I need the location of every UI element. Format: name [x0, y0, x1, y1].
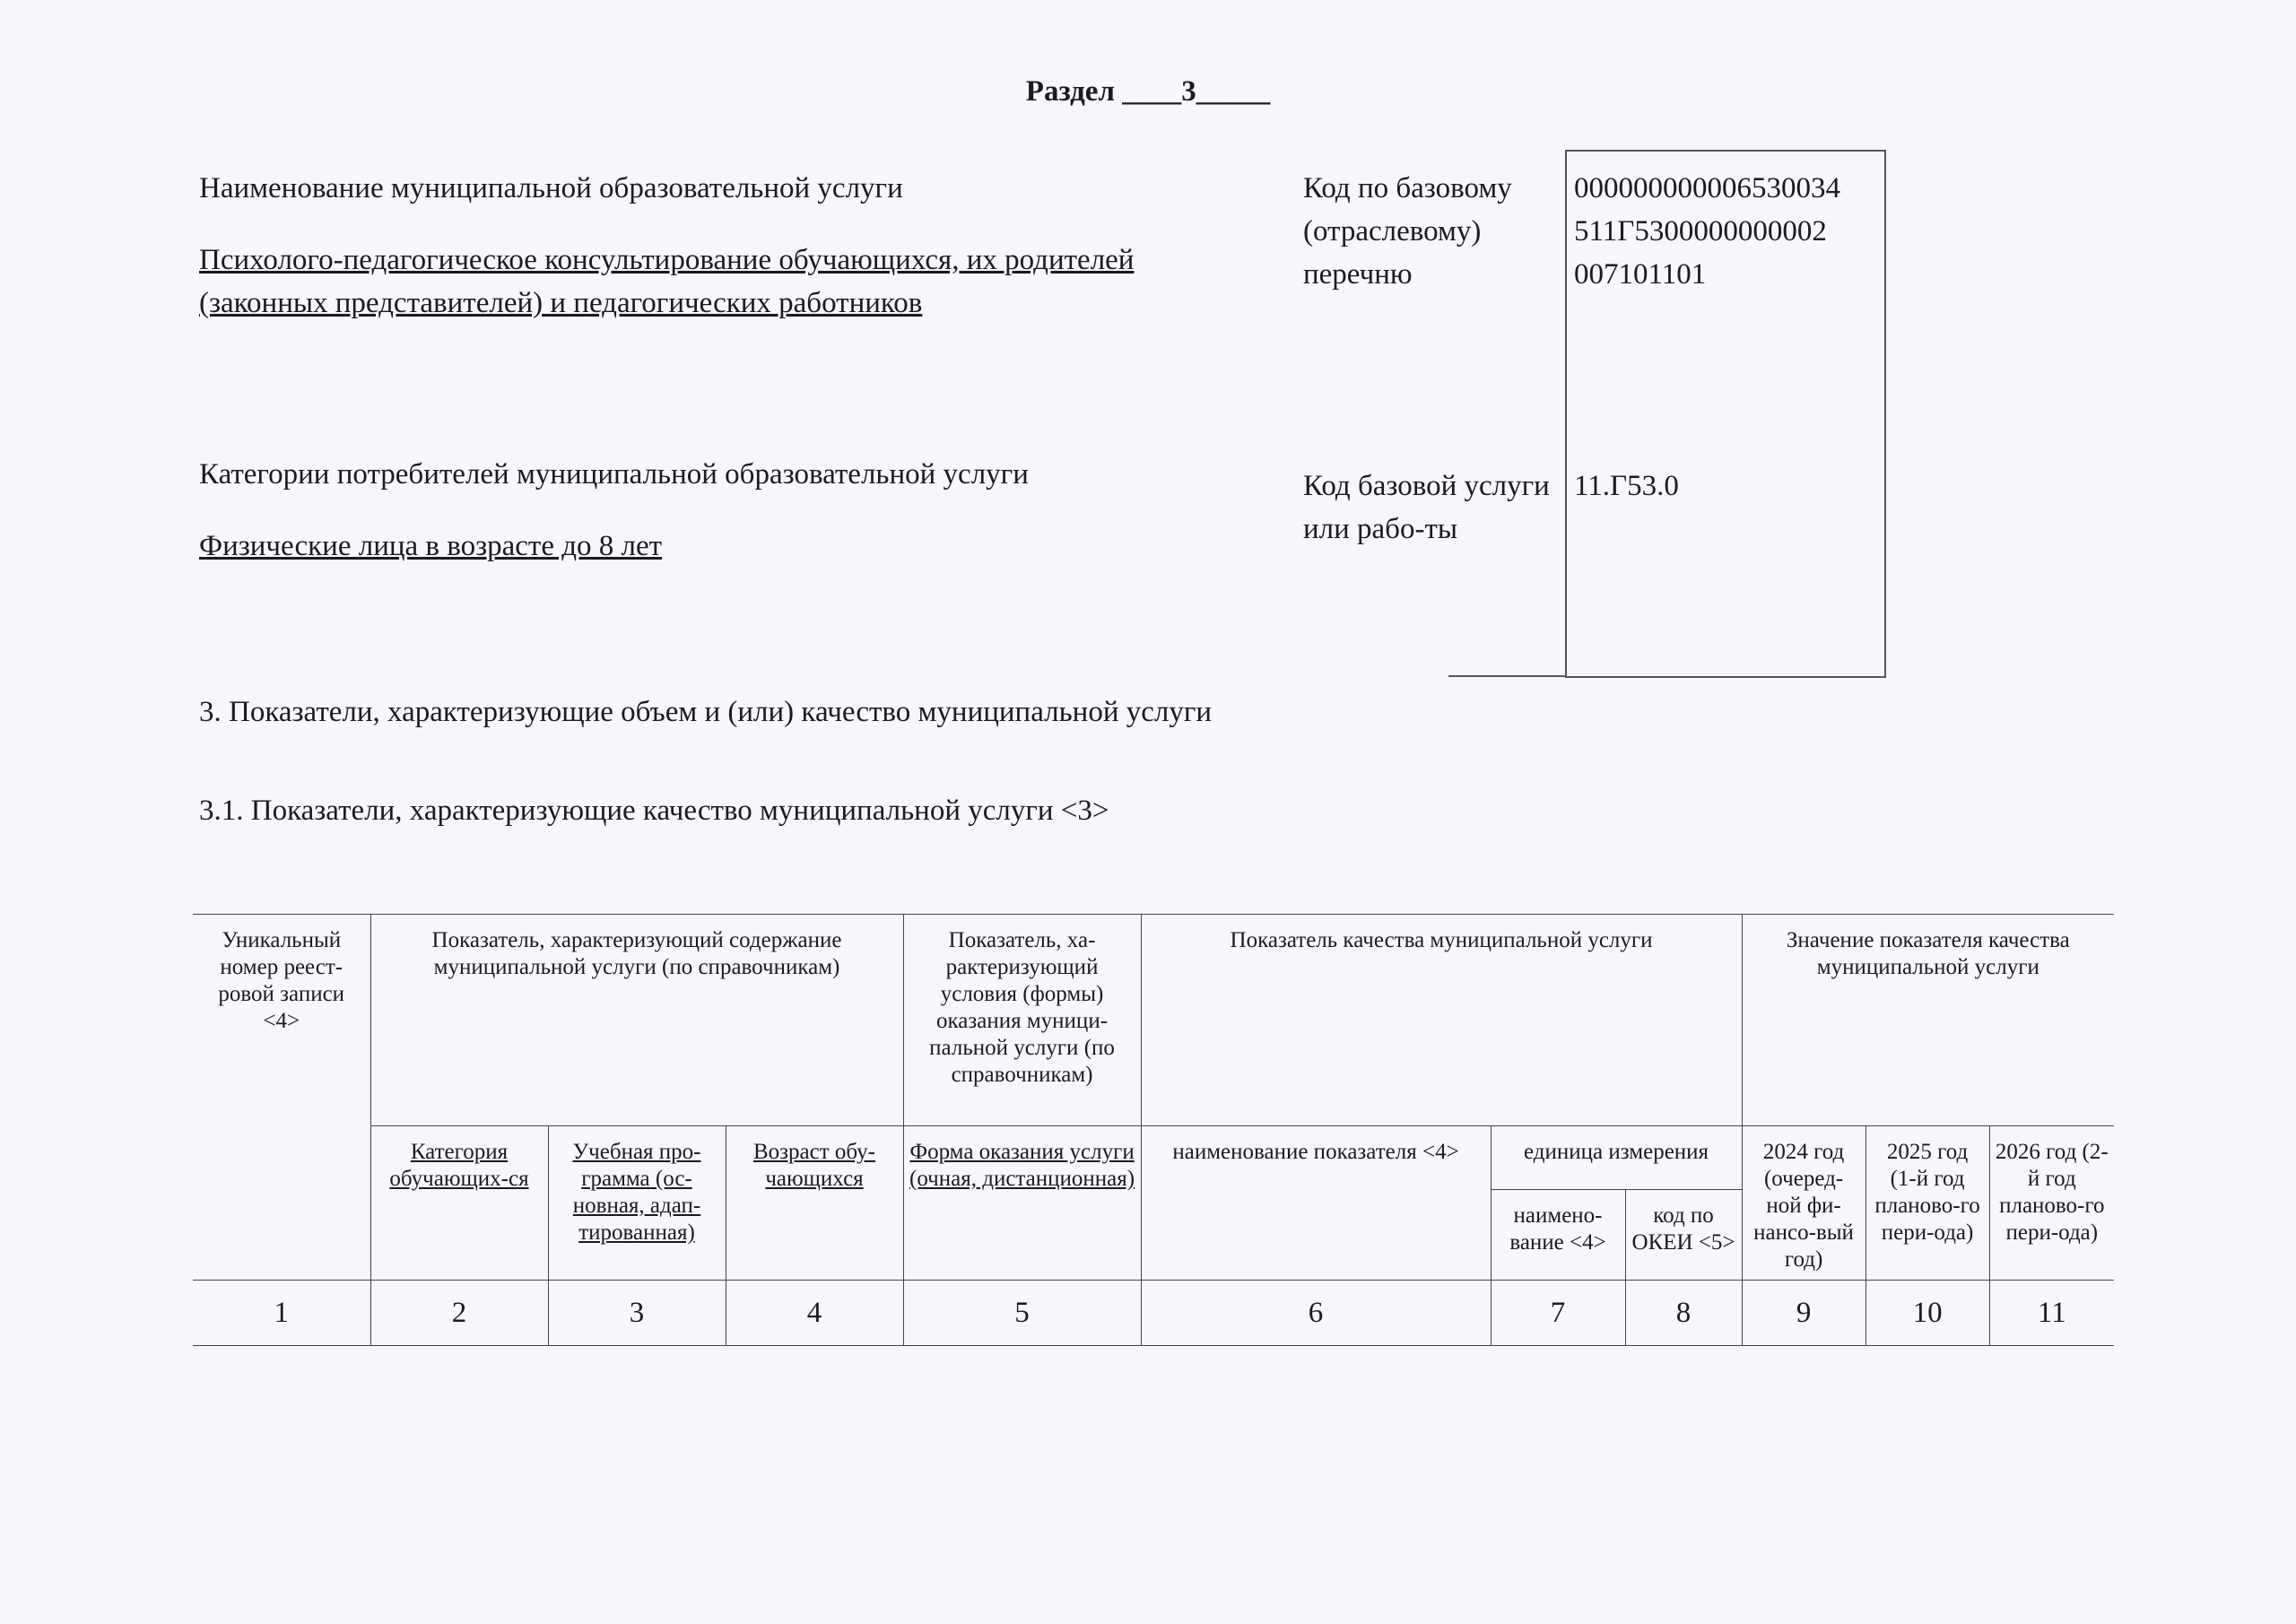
- consumer-category-label: Категории потребителей муниципальной образовательной услуги: [199, 458, 1029, 491]
- base-list-code-value: [1574, 167, 1879, 296]
- header-student-category: Категория обучающих-ся: [370, 1126, 548, 1281]
- column-number: 6: [1141, 1281, 1491, 1346]
- column-number: 11: [1989, 1281, 2114, 1346]
- header-service-form: Форма оказания услуги (очная, дистанционная): [903, 1126, 1141, 1281]
- header-content-indicator: Показатель, характеризующий содержание муниципальной услуги (по справочникам): [370, 915, 903, 1126]
- base-list-code-label: Код по базовому (отраслевому) перечню: [1303, 172, 1512, 291]
- header-student-age: Возраст обу-чающихся: [726, 1126, 903, 1281]
- header-quality-indicator: Показатель качества муниципальной услуги: [1141, 915, 1742, 1126]
- service-name-line2: (законных представителей) и педагогических работников: [199, 287, 923, 319]
- header-year-2026: 2026 год (2-й год планово-го пери-ода): [1989, 1126, 2114, 1281]
- header-study-program: Учебная про-грамма (ос-новная, адап-тированная): [548, 1126, 726, 1281]
- column-number: 2: [370, 1281, 548, 1346]
- column-number: 10: [1866, 1281, 1989, 1346]
- base-list-code-line1: 000000000006530034: [1574, 172, 1840, 204]
- column-number: 3: [548, 1281, 726, 1346]
- header-year-2025: 2025 год (1-й год планово-го пери-ода): [1866, 1126, 1989, 1281]
- column-number: 5: [903, 1281, 1141, 1346]
- column-number: 9: [1742, 1281, 1866, 1346]
- quality-indicators-table: [193, 914, 2114, 1346]
- service-name-label: Наименование муниципальной образовательной услуги: [199, 172, 903, 204]
- header-conditions-indicator: Показатель, ха-рактеризующий условия (формы) оказания муници-пальной услуги (по справочникам): [903, 915, 1141, 1126]
- header-unit-name: наимено-вание <4>: [1491, 1190, 1625, 1281]
- heading-3-1: 3.1. Показатели, характеризующие качество муниципальной услуги <3>: [199, 795, 1109, 827]
- code-box-underline: [1448, 675, 1565, 677]
- base-list-code-line3: 007101101: [1574, 258, 1707, 291]
- header-unique-number: Уникальный номер реест-ровой записи <4>: [193, 915, 370, 1281]
- base-service-code-value: 11.Г53.0: [1574, 470, 1679, 502]
- header-unit: единица измерения: [1491, 1126, 1742, 1190]
- table-header-row-1: [193, 915, 2114, 1126]
- service-name-line1: Психолого-педагогическое консультирование обучающихся, их родителей: [199, 244, 1135, 276]
- column-number: 8: [1625, 1281, 1742, 1346]
- table-column-numbers-row: [193, 1281, 2114, 1346]
- heading-3: 3. Показатели, характеризующие объем и (или) качество муниципальной услуги: [199, 696, 1213, 728]
- base-list-code-line2: 511Г5300000000002: [1574, 215, 1827, 248]
- section-title: Раздел ____3_____: [1025, 75, 1271, 108]
- header-year-2024: 2024 год (очеред-ной фи-нансо-вый год): [1742, 1126, 1866, 1281]
- header-unit-okei: код по ОКЕИ <5>: [1625, 1190, 1742, 1281]
- header-indicator-name: наименование показателя <4>: [1141, 1126, 1491, 1281]
- header-quality-value: Значение показателя качества муниципальной услуги: [1742, 915, 2114, 1126]
- column-number: 1: [193, 1281, 370, 1346]
- base-service-code-label: Код базовой услуги или рабо-ты: [1303, 470, 1550, 545]
- table-header-row-2: [193, 1126, 2114, 1190]
- column-number: 4: [726, 1281, 903, 1346]
- consumer-category-value: Физические лица в возрасте до 8 лет: [199, 530, 663, 562]
- column-number: 7: [1491, 1281, 1625, 1346]
